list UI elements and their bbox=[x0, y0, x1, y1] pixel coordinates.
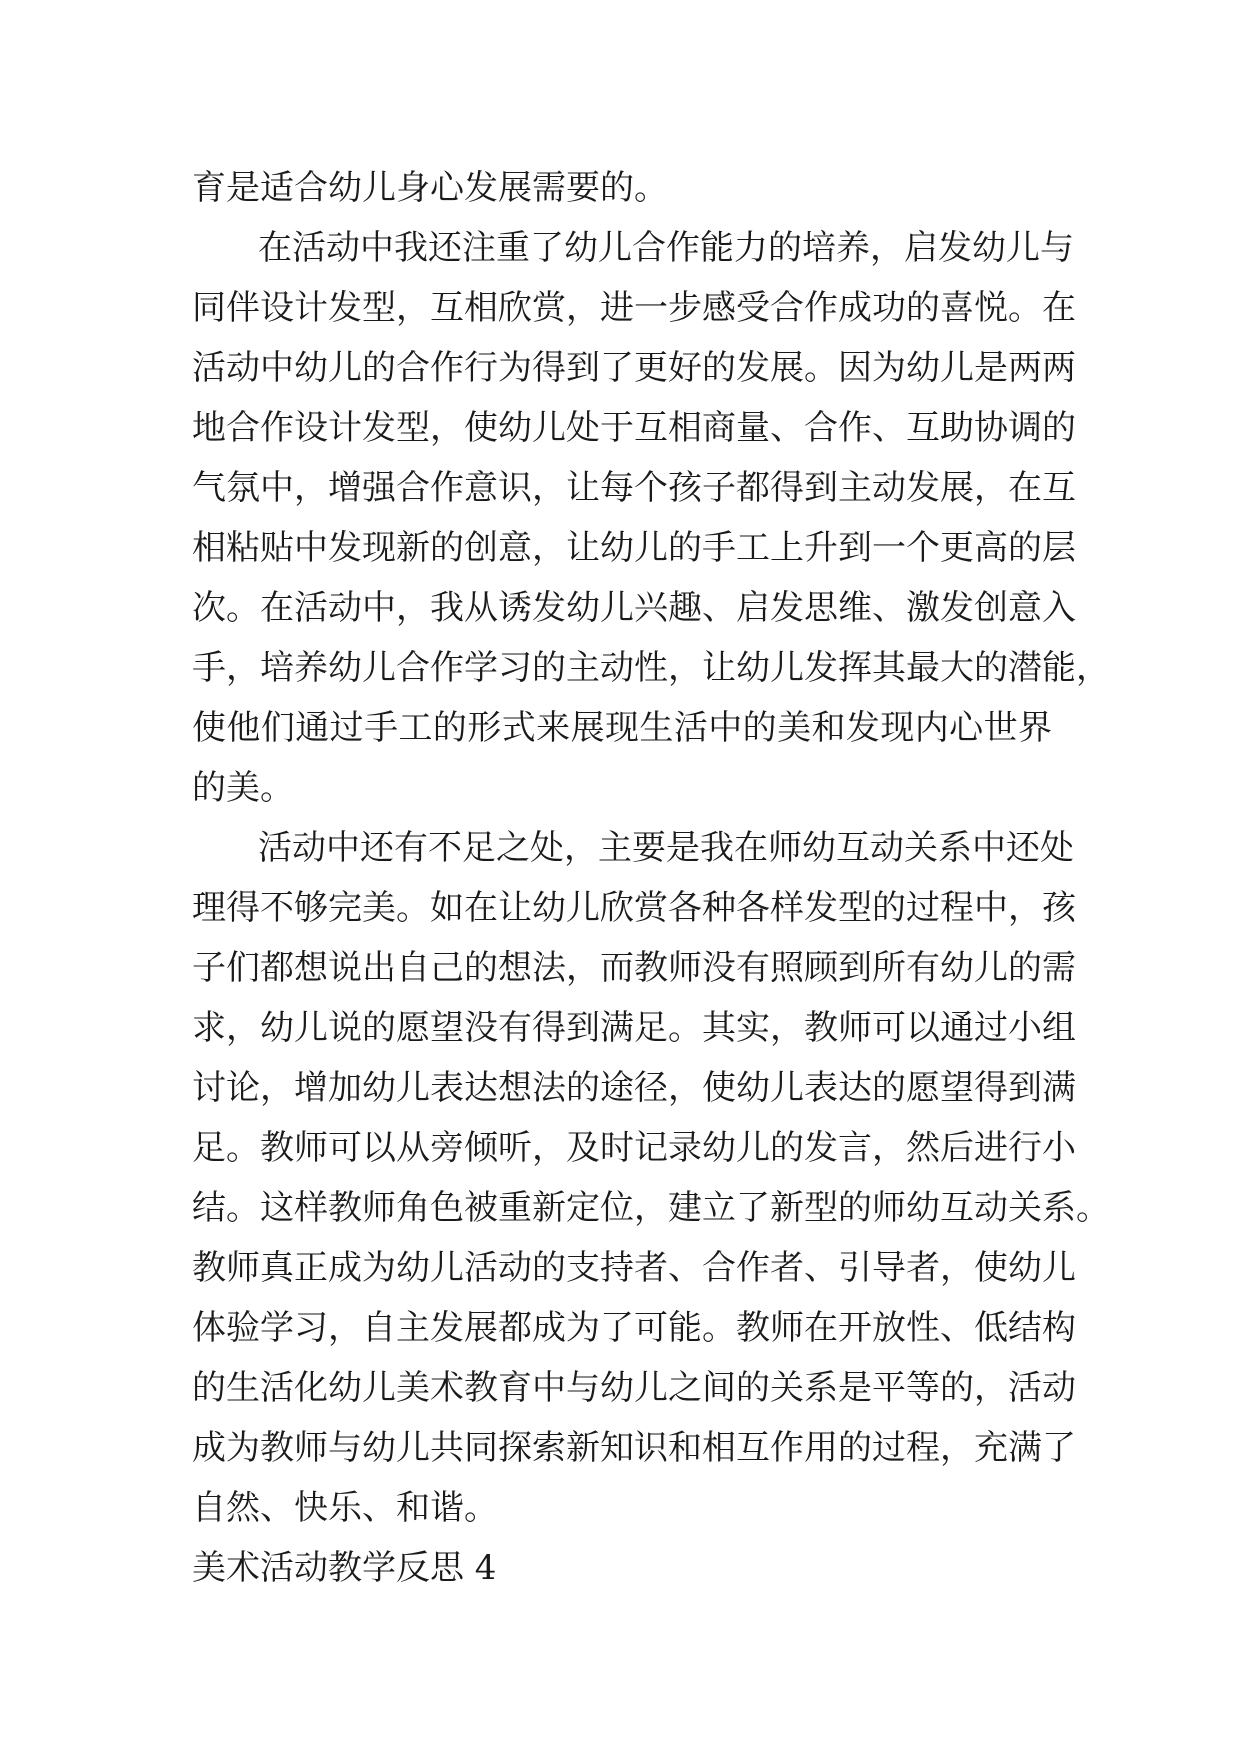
paragraph-line: 次。在活动中，我从诱发幼儿兴趣、启发思维、激发创意入 bbox=[192, 588, 1076, 628]
paragraph-line: 讨论，增加幼儿表达想法的途径，使幼儿表达的愿望得到满 bbox=[192, 1068, 1076, 1108]
paragraph-line: 活动中还有不足之处，主要是我在师幼互动关系中还处 bbox=[258, 828, 1074, 868]
paragraph-line: 子们都想说出自己的想法，而教师没有照顾到所有幼儿的需 bbox=[192, 948, 1076, 988]
paragraph-line: 理得不够完美。如在让幼儿欣赏各种各样发型的过程中，孩 bbox=[192, 888, 1076, 928]
paragraph-line: 自然、快乐、和谐。 bbox=[192, 1488, 498, 1528]
paragraph-line: 同伴设计发型，互相欣赏，进一步感受合作成功的喜悦。在 bbox=[192, 288, 1076, 328]
paragraph-line: 成为教师与幼儿共同探索新知识和相互作用的过程，充满了 bbox=[192, 1428, 1076, 1468]
paragraph-line: 的美。 bbox=[192, 768, 294, 808]
paragraph-line: 使他们通过手工的形式来展现生活中的美和发现内心世界 bbox=[192, 708, 1052, 748]
paragraph-line: 地合作设计发型，使幼儿处于互相商量、合作、互助协调的 bbox=[192, 408, 1076, 448]
paragraph-line: 相粘贴中发现新的创意，让幼儿的手工上升到一个更高的层 bbox=[192, 528, 1076, 568]
paragraph-line: 气氛中，增强合作意识，让每个孩子都得到主动发展，在互 bbox=[192, 468, 1076, 508]
paragraph-line: 足。教师可以从旁倾听，及时记录幼儿的发言，然后进行小 bbox=[192, 1128, 1076, 1168]
paragraph-line: 求，幼儿说的愿望没有得到满足。其实，教师可以通过小组 bbox=[192, 1008, 1076, 1048]
paragraph-line: 结。这样教师角色被重新定位，建立了新型的师幼互动关系。 bbox=[192, 1188, 1110, 1228]
section-heading: 美术活动教学反思 4 bbox=[192, 1548, 497, 1588]
paragraph-line: 在活动中我还注重了幼儿合作能力的培养，启发幼儿与 bbox=[258, 228, 1074, 268]
paragraph-line: 活动中幼儿的合作行为得到了更好的发展。因为幼儿是两两 bbox=[192, 348, 1076, 388]
paragraph-line: 教师真正成为幼儿活动的支持者、合作者、引导者，使幼儿 bbox=[192, 1248, 1076, 1288]
paragraph-line: 体验学习，自主发展都成为了可能。教师在开放性、低结构 bbox=[192, 1308, 1076, 1348]
paragraph-line: 的生活化幼儿美术教育中与幼儿之间的关系是平等的，活动 bbox=[192, 1368, 1076, 1408]
paragraph-line: 育是适合幼儿身心发展需要的。 bbox=[192, 168, 668, 208]
paragraph-line: 手，培养幼儿合作学习的主动性，让幼儿发挥其最大的潜能， bbox=[192, 648, 1110, 688]
